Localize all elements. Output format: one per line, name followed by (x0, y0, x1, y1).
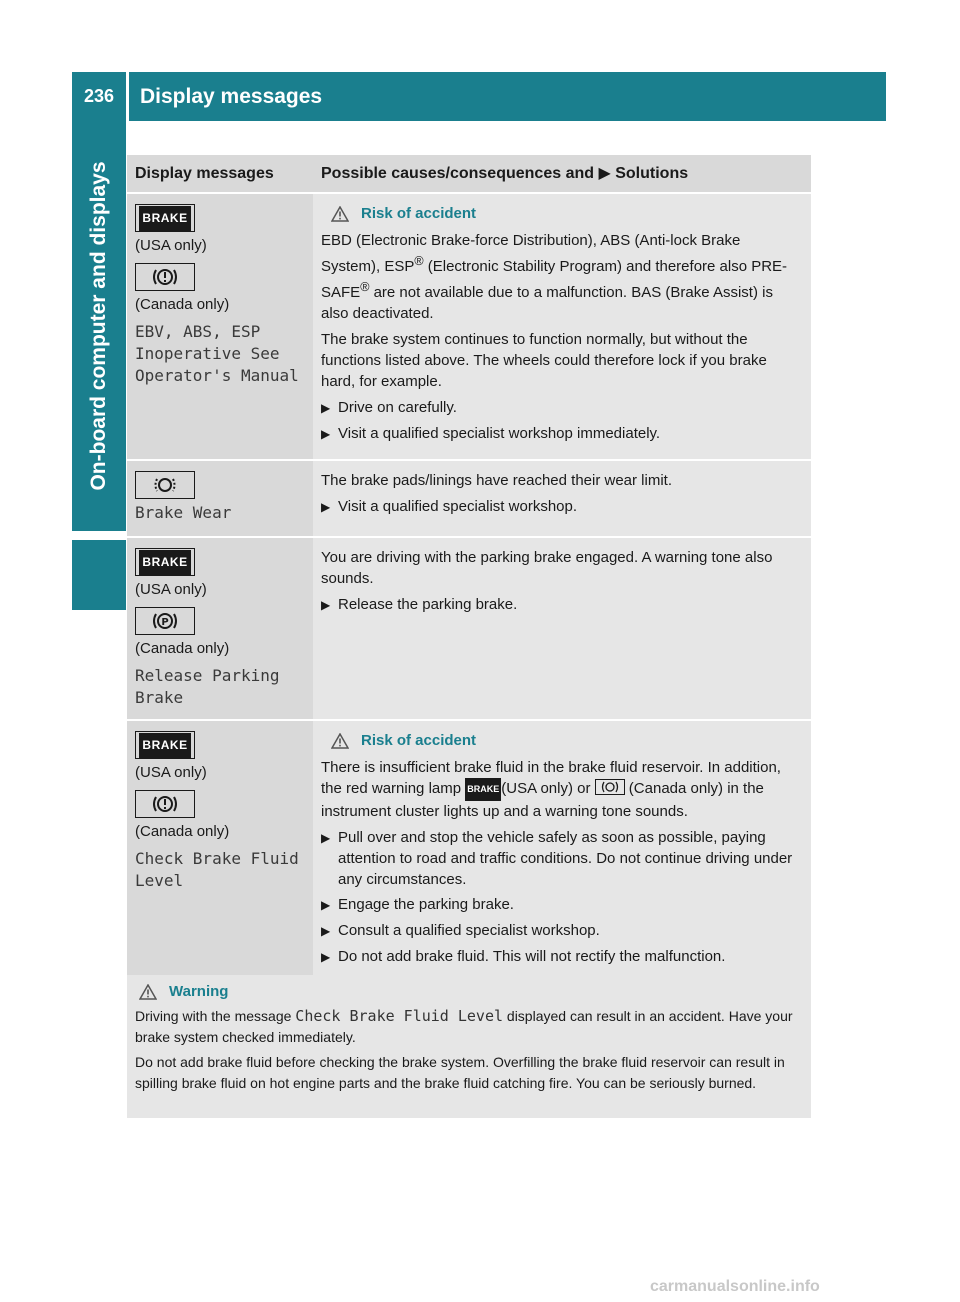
solution-step (321, 827, 803, 890)
consequence-paragraph: The brake system continues to function normally, but without the functions listed above. The wheels could therefore lock if you brake hard, for example. (321, 331, 767, 390)
solution-step-text: Engage the parking brake. (338, 896, 514, 913)
table-row (127, 193, 811, 460)
cause-paragraph (321, 757, 803, 822)
display-messages-table (127, 155, 811, 982)
col-header-solutions-post: Solutions (615, 165, 689, 182)
brake-lamp-icon (135, 548, 195, 576)
solution-cell (313, 720, 811, 982)
warning-box (127, 975, 811, 1118)
solution-cell (313, 460, 811, 537)
step-arrow-icon: ▶ (321, 427, 331, 441)
solution-step-text: Do not add brake fluid. This will not rectify the malfunction. (338, 948, 726, 965)
canada-only-note: (Canada only) (135, 296, 230, 313)
step-arrow-icon: ▶ (321, 898, 331, 912)
solution-step-text: Consult a qualified specialist workshop. (338, 922, 600, 939)
display-message-text: Release Parking Brake (135, 666, 280, 707)
usa-only-note: (USA only) (135, 237, 207, 254)
step-arrow-icon: ▶ (321, 831, 331, 845)
svg-text:P: P (161, 617, 169, 628)
risk-heading (331, 730, 803, 751)
step-arrow-icon: ▶ (321, 598, 331, 612)
cause-text-a: EBD (Electronic Brake-force Distribution), ABS (Anti-lock Brake System), ESP (321, 232, 741, 275)
brake-warning-circle-icon (135, 790, 195, 818)
solution-cell (313, 193, 811, 460)
warning-triangle-icon (139, 984, 157, 1000)
brake-lamp-text: BRAKE (139, 550, 190, 575)
col-header-solutions-pre: Possible causes/consequences and (321, 165, 595, 182)
solution-step-text: Pull over and stop the vehicle safely as soon as possible, paying attention to road and traffic conditions. Do not continue driving under any circumstances. (338, 829, 793, 888)
inline-brake-circle-icon (595, 779, 625, 795)
inline-brake-icon: BRAKE (465, 778, 501, 801)
solution-step (321, 496, 803, 518)
warning-heading-text: Warning (169, 983, 229, 1000)
canada-only-note: (Canada only) (135, 823, 230, 840)
solution-step (321, 946, 803, 968)
solution-step-text: Visit a qualified specialist workshop. (338, 498, 578, 515)
step-arrow-icon: ▶ (321, 924, 331, 938)
display-message-text: Brake Wear (135, 503, 232, 522)
warning-message-code: Check Brake Fluid Level (295, 1007, 504, 1025)
parking-brake-icon (135, 607, 195, 635)
cause-text-c: are not available due to a malfunction. BAS (Brake Assist) is also deactivated. (321, 284, 773, 322)
solution-step-text: Visit a qualified specialist workshop immediately. (338, 425, 661, 442)
cause-text-a: There is insufficient brake fluid in the brake fluid reservoir. In addition, the red warning lamp (321, 759, 781, 797)
risk-heading-text: Risk of accident (361, 205, 477, 222)
side-chapter-tab (72, 121, 126, 531)
brake-wear-icon (135, 471, 195, 499)
step-arrow-icon: ▶ (321, 950, 331, 964)
warning-triangle-icon (331, 206, 349, 222)
solution-step (321, 397, 803, 419)
message-cell (127, 193, 313, 460)
display-message-text: Check Brake Fluid Level (135, 849, 299, 890)
brake-warning-circle-icon (135, 263, 195, 291)
warning-paragraph (135, 1006, 803, 1048)
table-row (127, 460, 811, 537)
table-row (127, 720, 811, 982)
cause-paragraph: The brake pads/linings have reached their wear limit. (321, 472, 673, 489)
table-row (127, 537, 811, 720)
warning-triangle-icon (331, 733, 349, 749)
brake-lamp-icon (135, 731, 195, 759)
cause-text-b: (USA only) or (501, 780, 595, 797)
step-arrow-icon: ▶ (321, 500, 331, 514)
step-arrow-icon: ▶ (321, 401, 331, 415)
message-cell (127, 537, 313, 720)
page-title: Display messages (140, 84, 323, 108)
risk-heading (331, 203, 803, 224)
registered-mark: ® (414, 254, 424, 268)
display-message-text: EBV, ABS, ESP Inoperative See Operator's Manual (135, 322, 299, 385)
registered-mark: ® (360, 280, 370, 294)
solution-step (321, 423, 803, 445)
solutions-arrow-icon: ▶ (598, 165, 611, 182)
message-cell (127, 720, 313, 982)
solution-step-text: Release the parking brake. (338, 596, 518, 613)
solution-cell (313, 537, 811, 720)
cause-paragraph (321, 230, 803, 324)
usa-only-note: (USA only) (135, 764, 207, 781)
brake-lamp-text: BRAKE (139, 206, 190, 231)
usa-only-note: (USA only) (135, 581, 207, 598)
col-header-messages: Display messages (127, 155, 313, 193)
warning-paragraph: Do not add brake fluid before checking the brake system. Overfilling the brake fluid reservoir can result in spilling brake fluid on hot engine parts and the brake fluid catching fire. You can be seriously burned. (135, 1054, 785, 1091)
page-header (72, 72, 886, 121)
brake-lamp-text: BRAKE (139, 733, 190, 758)
cause-text-b: (Electronic Stability Program) and therefore also PRE-SAFE (321, 258, 788, 301)
solution-step (321, 894, 803, 916)
side-chapter-marker (72, 540, 126, 610)
brake-lamp-icon (135, 204, 195, 232)
warning-text-b: displayed can result in an accident. Have your brake system checked immediately. (135, 1008, 793, 1045)
page-number: 236 (83, 86, 115, 106)
solution-step (321, 920, 803, 942)
canada-only-note: (Canada only) (135, 640, 230, 657)
col-header-solutions (313, 155, 811, 193)
watermark: carmanualsonline.info (650, 1278, 820, 1295)
warning-heading (139, 981, 803, 1002)
solution-step-text: Drive on carefully. (338, 399, 457, 416)
risk-heading-text: Risk of accident (361, 732, 477, 749)
warning-text-a: Driving with the message (135, 1008, 296, 1024)
solution-step (321, 594, 803, 616)
cause-text-c: (Canada only) in the instrument cluster lights up and a warning tone sounds. (321, 780, 764, 820)
message-cell (127, 460, 313, 537)
side-chapter-label: On-board computer and displays (87, 161, 110, 491)
cause-paragraph: You are driving with the parking brake engaged. A warning tone also sounds. (321, 549, 773, 587)
